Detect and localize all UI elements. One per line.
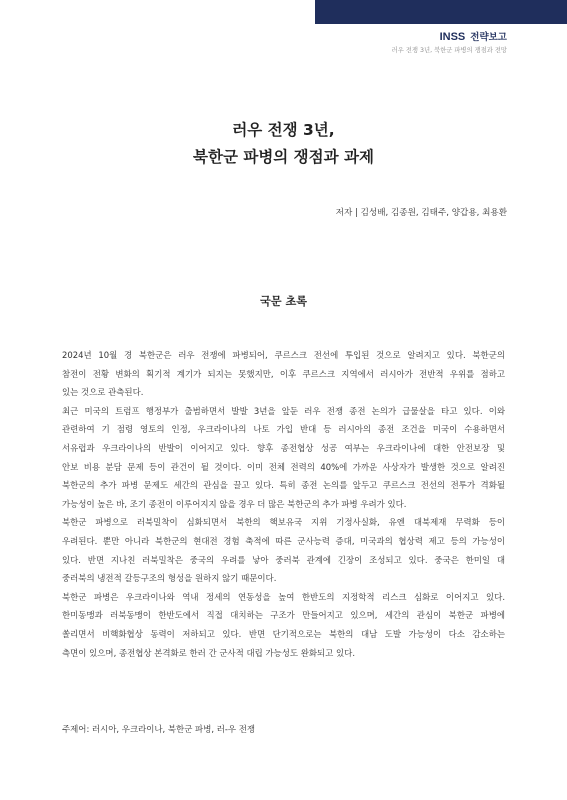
header-accent-bar xyxy=(315,0,567,24)
keywords: 주제어: 러시아, 우크라이나, 북한군 파병, 러-우 전쟁 xyxy=(62,724,256,734)
abstract-line: 안보 비용 분담 문제 등이 관건이 될 것이다. 이미 전체 전력의 40%에 가까운 사상자가 발생한 것으로 알려진 xyxy=(62,461,505,472)
series-brand xyxy=(440,31,507,43)
abstract-line: 한미동맹과 러북동맹이 한반도에서 직접 대치하는 구조가 만들어지고 있으며, 세간의 관심이 북한군 파병에 xyxy=(62,610,505,621)
abstract-body xyxy=(62,346,505,662)
abstract-line: 2024년 10월 경 북한군은 러우 전쟁에 파병되어, 쿠르스크 전선에 투입된 것으로 알려지고 있다. 북한군의 xyxy=(62,350,505,360)
abstract-line: 쏠리면서 비핵화협상 동력이 저하되고 있다. 반면 단기적으로는 북한의 대남 도발 가능성이 다소 감소하는 xyxy=(62,628,505,639)
abstract-line: 있는 것으로 관측된다. xyxy=(62,387,144,398)
document-title xyxy=(0,117,567,171)
abstract-line: 최근 미국의 트럼프 행정부가 출범하면서 발발 3년을 앞둔 러우 전쟁 종전 논의가 급물살을 타고 있다. 이와 xyxy=(62,405,505,416)
abstract-line: 참전이 전황 변화의 획기적 계기가 되지는 못했지만, 이후 쿠르스크 지역에서 러시아가 전반적 우위를 점하고 xyxy=(62,368,505,379)
abstract-line: 가능성이 높은 바, 조기 종전이 이루어지지 않을 경우 더 많은 북한군의 추가 파병 우려가 있다. xyxy=(62,498,407,509)
title-line-2: 북한군 파병의 쟁점과 과제 xyxy=(193,148,374,166)
abstract-line: 중러북의 냉전적 갈등구조의 형성을 원하지 않기 때문이다. xyxy=(62,573,277,584)
author-list: 저자 | 김성배, 김종원, 김태주, 양갑용, 최용환 xyxy=(335,208,507,218)
title-line-1: 러우 전쟁 3년, xyxy=(232,121,335,139)
running-title: 러우 전쟁 3년, 북한군 파병의 쟁점과 전망 xyxy=(391,47,507,54)
abstract-line: 북한군 파병은 우크라이나와 역내 정세의 연동성을 높여 한반도의 지정학적 리스크 심화로 이어지고 있다. xyxy=(62,591,505,602)
brand-series-label: 전략보고 xyxy=(470,32,507,43)
abstract-paragraph xyxy=(62,346,505,402)
abstract-line: 있다. 반면 지나친 러북밀착은 중국의 우려를 낳아 중러북 관계에 긴장이 조성되고 있다. 중국은 한미일 대 xyxy=(62,554,505,565)
brand-logo-text: INSS xyxy=(439,31,466,43)
abstract-line: 관련하여 기 점령 영토의 인정, 우크라이나의 나토 가입 반대 등 러시아의 종전 조건을 미국이 수용하면서 xyxy=(62,424,505,435)
abstract-paragraph xyxy=(62,513,505,587)
abstract-line: 우려된다. 뿐만 아니라 북한군의 현대전 경험 축적에 따른 군사능력 증대, 미국과의 협상력 제고 등의 가능성이 xyxy=(62,535,505,546)
abstract-heading: 국문 초록 xyxy=(259,295,308,308)
abstract-line: 서유럽과 우크라이나의 반발이 이어지고 있다. 향후 종전협상 성공 여부는 우크라이나에 대한 안전보장 및 xyxy=(62,442,505,453)
abstract-paragraph xyxy=(62,588,505,662)
abstract-line: 측면이 있으며, 종전협상 본격화로 한러 간 군사적 대립 가능성도 완화되고 있다. xyxy=(62,647,356,658)
abstract-line: 북한군의 추가 파병 문제도 세간의 관심을 끌고 있다. 특히 종전 논의를 앞두고 쿠르스크 전선의 전투가 격화될 xyxy=(62,480,505,491)
abstract-line: 북한군 파병으로 러북밀착이 심화되면서 북한의 핵보유국 지위 기정사실화, 유엔 대북제재 무력화 등이 xyxy=(62,517,505,528)
abstract-paragraph xyxy=(62,402,505,514)
